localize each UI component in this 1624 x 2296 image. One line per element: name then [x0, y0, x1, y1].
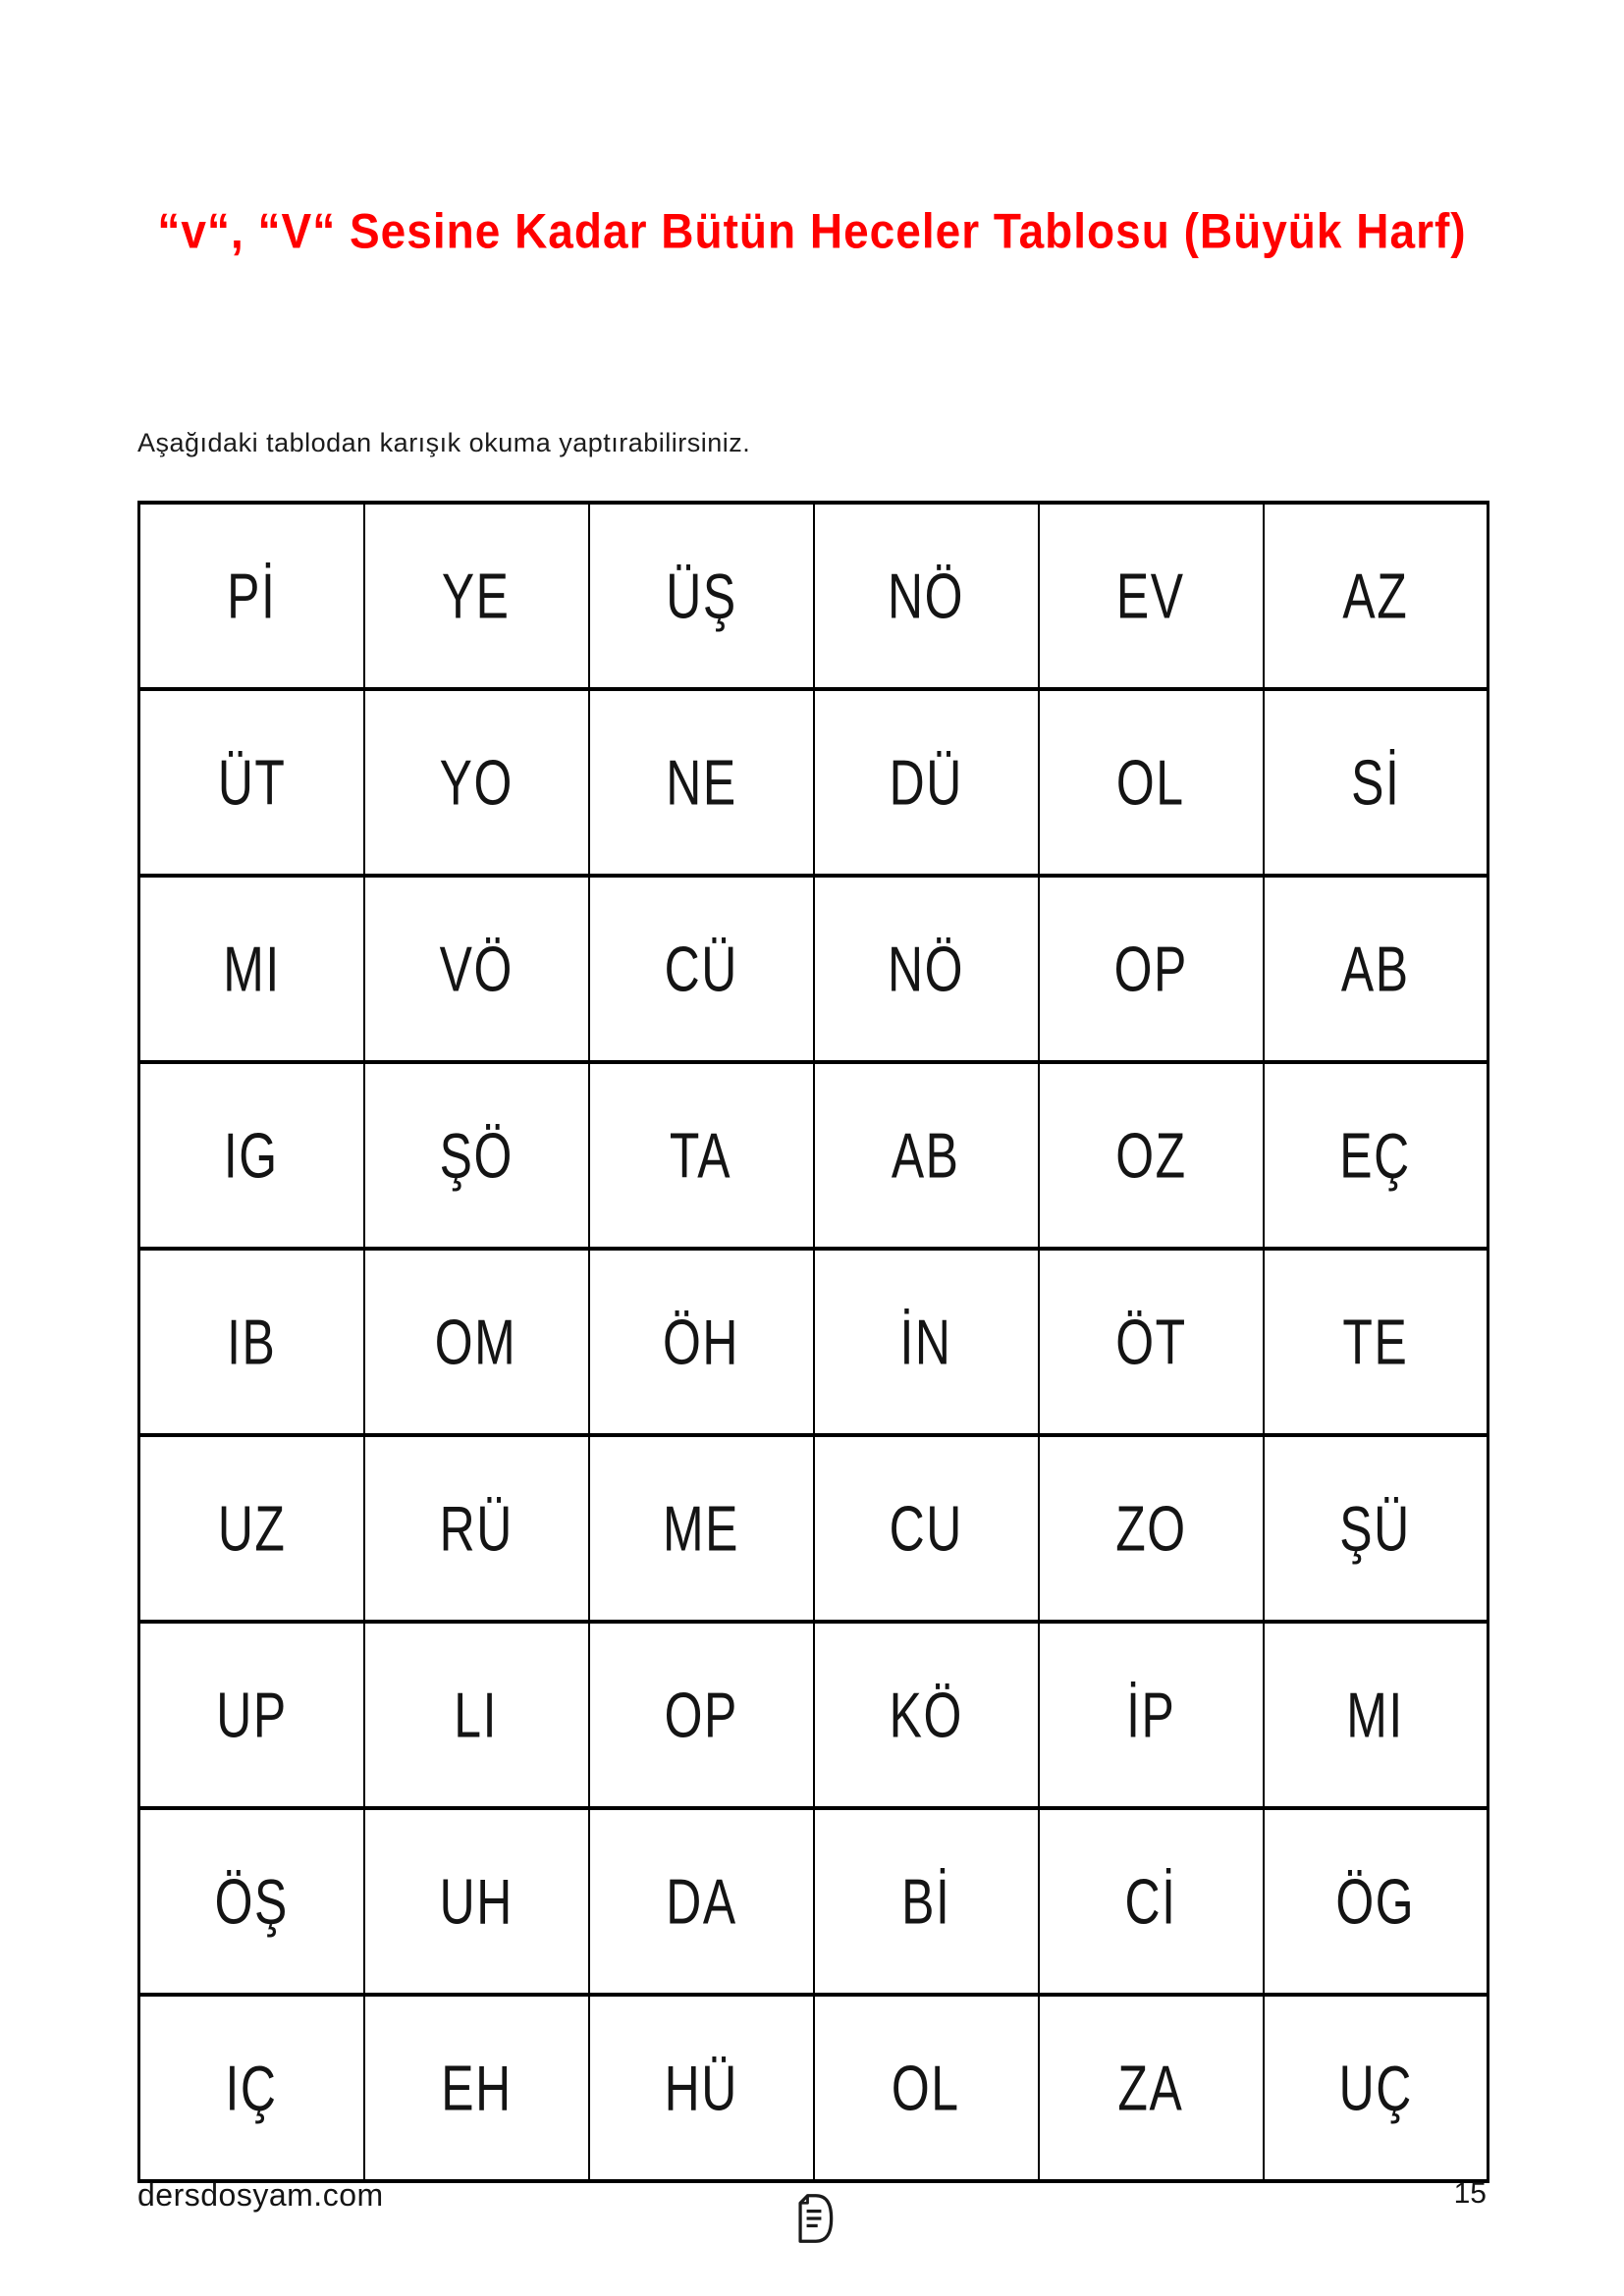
syllable-cell [814, 1435, 1039, 1622]
syllable-cell [139, 1995, 364, 2181]
syllable-text: IB [227, 1306, 277, 1378]
syllable-text: ÜŞ [665, 560, 737, 632]
syllable-text: OZ [1114, 1119, 1187, 1192]
syllable-text: UH [439, 1865, 514, 1938]
syllable-cell [1264, 1622, 1489, 1808]
footer-website: dersdosyam.com [137, 2177, 384, 2213]
syllable-cell [364, 1062, 589, 1249]
syllable-cell [814, 1995, 1039, 2181]
table-row [139, 1435, 1489, 1622]
document-icon [791, 2193, 837, 2244]
syllable-text: RÜ [439, 1492, 514, 1565]
syllable-cell [589, 1062, 814, 1249]
syllable-text: ZO [1114, 1492, 1187, 1565]
syllable-text: UP [216, 1679, 288, 1751]
syllable-cell [814, 1808, 1039, 1995]
syllable-cell [1264, 503, 1489, 689]
syllable-cell [139, 503, 364, 689]
page-title: “v“, “V“ Sesine Kadar Bütün Heceler Tablosu (Büyük Harf) [157, 202, 1467, 259]
syllable-cell [814, 503, 1039, 689]
syllable-cell [139, 1808, 364, 1995]
syllable-cell [814, 876, 1039, 1062]
syllable-text: Pİ [227, 560, 277, 632]
syllable-cell [589, 689, 814, 876]
syllable-text: CÜ [664, 933, 738, 1005]
syllable-text: EÇ [1339, 1119, 1411, 1192]
syllable-text: Sİ [1350, 746, 1400, 819]
syllable-text: IG [224, 1119, 280, 1192]
syllable-text: EV [1116, 560, 1185, 632]
syllable-cell [139, 1249, 364, 1435]
syllable-cell [364, 1808, 589, 1995]
syllable-cell [1039, 1249, 1264, 1435]
syllable-cell [1039, 1995, 1264, 2181]
syllable-cell [1264, 1062, 1489, 1249]
syllable-cell [1264, 876, 1489, 1062]
syllable-text: ŞÖ [439, 1119, 514, 1192]
syllable-cell [1039, 503, 1264, 689]
syllable-text: AZ [1342, 560, 1409, 632]
page-number: 15 [1453, 2177, 1487, 2210]
syllable-table-body [139, 503, 1489, 2181]
syllable-cell [364, 1622, 589, 1808]
syllable-text: TE [1342, 1306, 1409, 1378]
syllable-cell [139, 1622, 364, 1808]
syllable-text: İP [1125, 1679, 1176, 1751]
table-row [139, 503, 1489, 689]
syllable-text: MI [222, 933, 281, 1005]
syllable-text: OM [435, 1306, 517, 1378]
syllable-cell [139, 1435, 364, 1622]
syllable-text: VÖ [439, 933, 514, 1005]
syllable-cell [139, 876, 364, 1062]
syllable-text: YO [439, 746, 514, 819]
syllable-cell [1039, 1808, 1264, 1995]
syllable-text: OP [664, 1679, 738, 1751]
syllable-cell [1264, 689, 1489, 876]
syllable-text: KÖ [889, 1679, 963, 1751]
syllable-cell [589, 1435, 814, 1622]
syllable-text: ÖT [1114, 1306, 1187, 1378]
syllable-text: ME [663, 1492, 739, 1565]
instruction-text: Aşağıdaki tablodan karışık okuma yaptırabilirsiniz. [137, 428, 751, 457]
syllable-text: CU [889, 1492, 963, 1565]
syllable-cell [589, 1808, 814, 1995]
syllable-cell [139, 689, 364, 876]
syllable-text: İN [899, 1306, 952, 1378]
syllable-cell [364, 1995, 589, 2181]
syllable-text: OP [1113, 933, 1188, 1005]
syllable-text: OL [1116, 746, 1185, 819]
syllable-cell [1264, 1808, 1489, 1995]
syllable-text: UZ [217, 1492, 287, 1565]
syllable-text: EH [440, 2052, 513, 2124]
syllable-text: NÖ [888, 933, 964, 1005]
syllable-cell [364, 689, 589, 876]
syllable-cell [814, 689, 1039, 876]
syllable-text: IÇ [225, 2052, 278, 2124]
syllable-cell [1039, 689, 1264, 876]
syllable-text: ZA [1117, 2052, 1184, 2124]
syllable-cell [1264, 1435, 1489, 1622]
syllable-cell [814, 1622, 1039, 1808]
syllable-cell [589, 1249, 814, 1435]
syllable-text: AB [1340, 933, 1410, 1005]
syllable-text: DÜ [889, 746, 963, 819]
syllable-text: ÖH [663, 1306, 739, 1378]
syllable-text: Bİ [900, 1865, 951, 1938]
syllable-cell [589, 876, 814, 1062]
table-row [139, 689, 1489, 876]
syllable-cell [364, 1435, 589, 1622]
syllable-cell [814, 1249, 1039, 1435]
syllable-table [137, 501, 1489, 2183]
syllable-cell [1039, 1435, 1264, 1622]
syllable-text: OL [892, 2052, 960, 2124]
syllable-cell [139, 1062, 364, 1249]
table-row [139, 1808, 1489, 1995]
syllable-text: NÖ [888, 560, 964, 632]
table-row [139, 1995, 1489, 2181]
syllable-cell [589, 503, 814, 689]
syllable-cell [364, 876, 589, 1062]
table-row [139, 1249, 1489, 1435]
syllable-cell [364, 503, 589, 689]
syllable-text: ÜT [217, 746, 287, 819]
syllable-text: DA [665, 1865, 737, 1938]
syllable-text: Cİ [1124, 1865, 1177, 1938]
syllable-text: ÖŞ [214, 1865, 289, 1938]
syllable-text: AB [892, 1119, 960, 1192]
syllable-cell [589, 1622, 814, 1808]
table-row [139, 876, 1489, 1062]
syllable-text: YE [442, 560, 511, 632]
syllable-text: HÜ [664, 2052, 738, 2124]
syllable-text: ŞÜ [1339, 1492, 1411, 1565]
syllable-cell [1039, 1062, 1264, 1249]
syllable-cell [814, 1062, 1039, 1249]
syllable-text: MI [1346, 1679, 1405, 1751]
syllable-text: NE [665, 746, 737, 819]
syllable-text: ÖG [1335, 1865, 1416, 1938]
syllable-cell [1264, 1249, 1489, 1435]
syllable-cell [1264, 1995, 1489, 2181]
syllable-cell [364, 1249, 589, 1435]
syllable-text: LI [454, 1679, 499, 1751]
syllable-cell [1039, 1622, 1264, 1808]
syllable-cell [1039, 876, 1264, 1062]
syllable-text: UÇ [1338, 2052, 1413, 2124]
syllable-text: TA [670, 1119, 732, 1192]
table-row [139, 1062, 1489, 1249]
syllable-cell [589, 1995, 814, 2181]
table-row [139, 1622, 1489, 1808]
